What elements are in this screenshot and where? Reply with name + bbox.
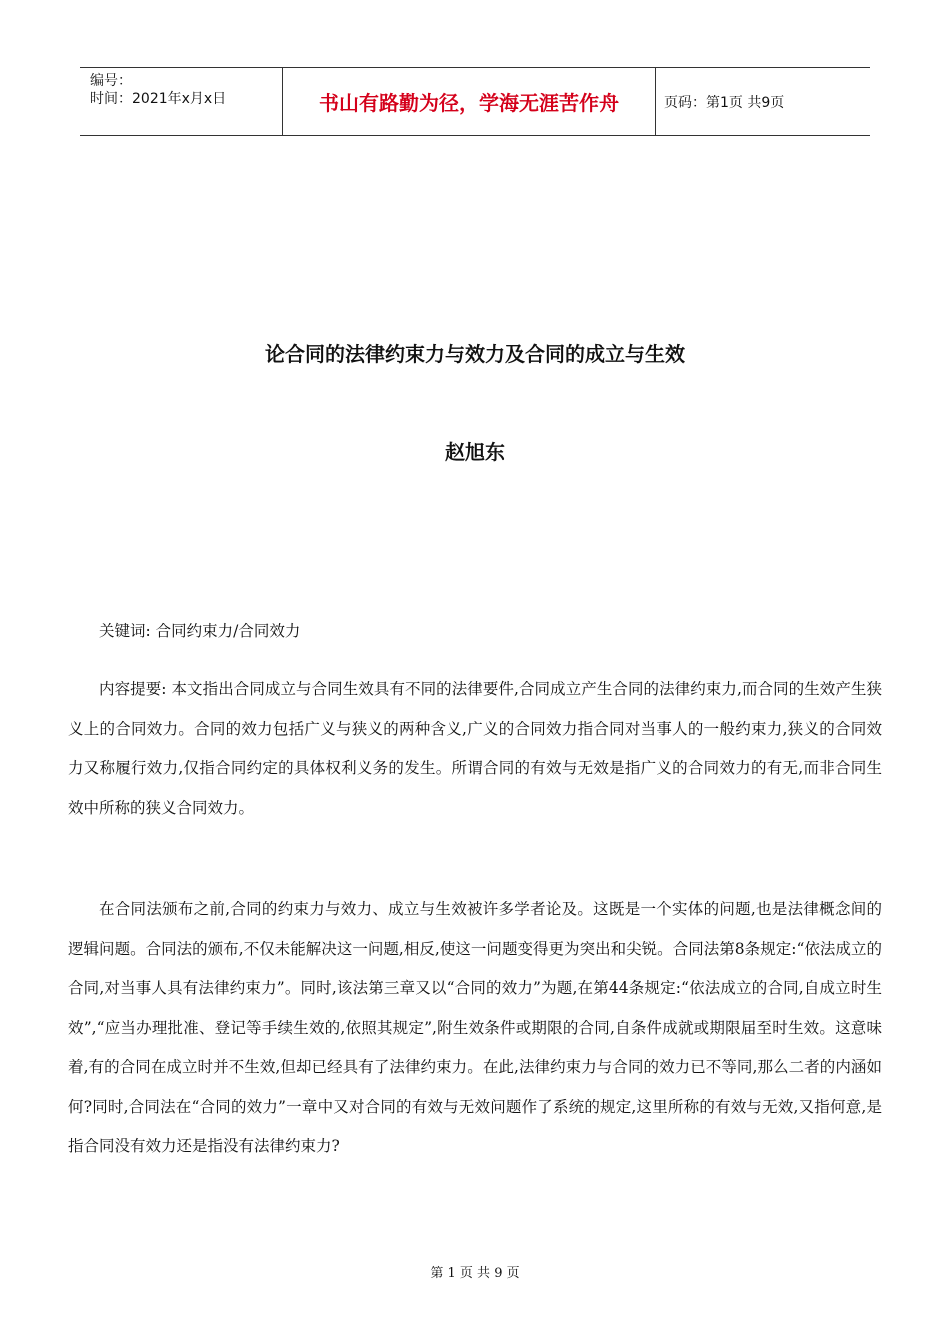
header-table bbox=[80, 67, 870, 136]
document-author: 赵旭东 bbox=[445, 440, 505, 464]
motto-text: 书山有路勤为径，学海无涯苦作舟 bbox=[319, 91, 619, 115]
keywords: 关键词: 合同约束力/合同效力 bbox=[99, 622, 301, 640]
header-meta-cell bbox=[80, 68, 282, 135]
header-motto-cell bbox=[282, 68, 656, 135]
abstract-paragraph: 内容提要: 本文指出合同成立与合同生效具有不同的法律要件,合同成立产生合同的法律约束力,而合同的生效产生狭义上的合同效力。合同的效力包括广义与狭义的两种含义,广义的合同效力指合同对当事人的一般约束力,狭义的合同效力又称履行效力,仅指合同约定的具体权利义务的发生。所谓合同的有效与无效是指广义的合同效力的有无,而非合同生效中所称的狭义合同效力。 bbox=[68, 680, 882, 817]
number-label: 编号： bbox=[90, 73, 132, 89]
document-title: 论合同的法律约束力与效力及合同的成立与生效 bbox=[265, 342, 685, 366]
page-code: 页码：第1页 共9页 bbox=[664, 94, 785, 111]
header-page-cell bbox=[656, 68, 870, 135]
page-footer: 第 1 页 共 9 页 bbox=[430, 1266, 520, 1281]
body-paragraph: 在合同法颁布之前,合同的约束力与效力、成立与生效被许多学者论及。这既是一个实体的问题,也是法律概念间的逻辑问题。合同法的颁布,不仅未能解决这一问题,相反,使这一问题变得更为突出和尖锐。合同法第8条规定:“依法成立的合同,对当事人具有法律约束力”。同时,该法第三章又以“合同的效力”为题,在第44条规定:“依法成立的合同,自成立时生效”,“应当办理批准、登记等手续生效的,依照其规定”,附生效条件或期限的合同,自条件成就或期限届至时生效。这意味着,有的合同在成立时并不生效,但却已经具有了法律约束力。在此,法律约束力与合同的效力已不等同,那么二者的内涵如何?同时,合同法在“合同的效力”一章中又对合同的有效与无效问题作了系统的规定,这里所称的有效与无效,又指何意,是指合同没有效力还是指没有法律约束力? bbox=[68, 900, 882, 1155]
time-label: 时间：2021年x月x日 bbox=[90, 91, 227, 107]
